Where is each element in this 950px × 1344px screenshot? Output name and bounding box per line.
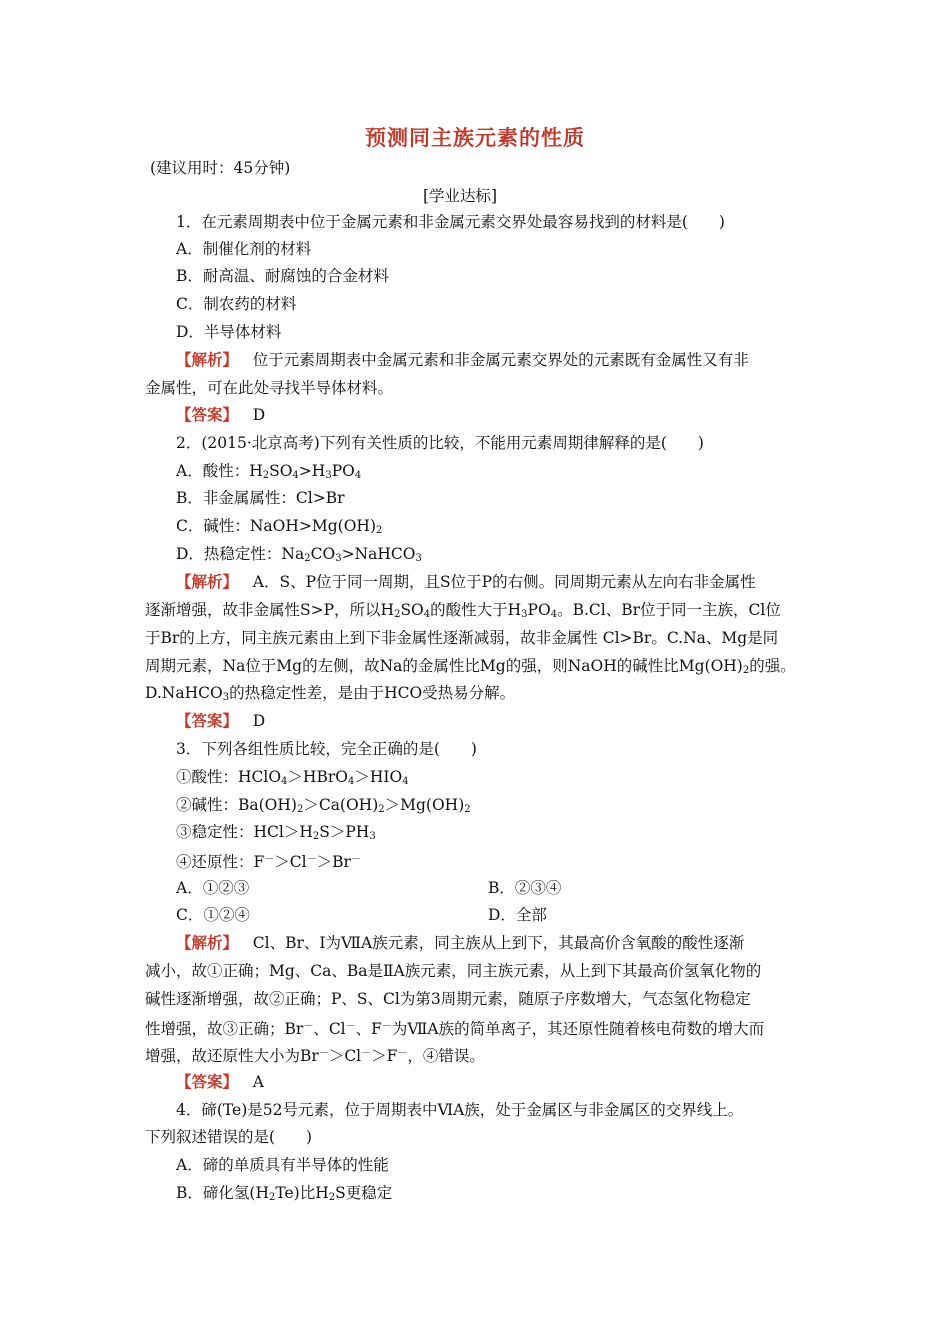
q3-option-b: B．②③④ — [488, 879, 562, 897]
q4-stem-line1: 4．碲(Te)是52号元素，位于周期表中ⅥA族，处于金属区与非金属区的交界线上。 — [176, 1101, 744, 1119]
analysis-tag: 【解析】 — [176, 350, 239, 369]
q3-analysis-line4: 性增强，故③正确；Br－、Cl－、F－为ⅦA族的简单离子，其还原性随着核电荷数的增大而 — [145, 1020, 765, 1038]
q3-answer: 【答案】 A — [176, 1072, 264, 1091]
q1-option-a: A．制催化剂的材料 — [176, 240, 312, 258]
q3-analysis-line5: 增强，故还原性大小为Br－＞Cl－＞F－，④错误。 — [145, 1047, 485, 1065]
q4-stem-line2: 下列叙述错误的是( ) — [145, 1128, 313, 1146]
q4-option-a: A．碲的单质具有半导体的性能 — [176, 1156, 389, 1174]
q2-analysis-line5: D.NaHCO$_3$的热稳定性差，是由于HCO受热易分解。 — [145, 684, 516, 703]
q3-item-3: ③稳定性：$HCl>H_2S>PH_3$ — [176, 823, 376, 842]
q1-option-c: C．制农药的材料 — [176, 295, 297, 313]
q3-analysis-line1: 【解析】 Cl、Br、I为ⅦA族元素，同主族从上到下，其最高价含氧酸的酸性逐渐 — [176, 933, 745, 952]
q2-analysis-line1: 【解析】 A．S、P位于同一周期，且S位于P的右侧。同周期元素从左向右非金属性 — [176, 572, 756, 591]
q3-item-1: ①酸性：$HClO_4>HBrO_4>HIO_4$ — [176, 768, 409, 787]
q1-option-d: D．半导体材料 — [176, 323, 282, 341]
q3-analysis-line2: 减小，故①正确；Mg、Ca、Ba是ⅡA族元素，同主族元素，从上到下其最高价氢氧化物的 — [145, 962, 762, 980]
document-title: 预测同主族元素的性质 — [365, 125, 585, 150]
q2-option-b: B．非金属属性：Cl>Br — [176, 489, 345, 507]
answer-tag: 【答案】 — [176, 405, 239, 424]
q3-option-c: C．①②④ — [176, 906, 250, 924]
q2-option-d: D．热稳定性：$Na_2CO_3>NaHCO_3$ — [176, 545, 422, 564]
q2-analysis-line3: 于Br的上方，同主族元素由上到下非金属性逐渐减弱，故非金属性 Cl>Br。C.Na、Mg是同 — [145, 629, 779, 647]
q3-item-2: ②碱性：$Ba(OH)_2>Ca(OH)_2>Mg(OH)_2$ — [176, 796, 471, 815]
q1-stem: 1．在元素周期表中位于金属元素和非金属元素交界处最容易找到的材料是( ) — [176, 213, 725, 231]
q2-analysis-line2: 逐渐增强，故非金属性S>P，所以$H_2SO_4$的酸性大于$H_3PO_4$。B.Cl、Br位于同一主族，Cl位 — [145, 601, 781, 620]
q2-option-a: A．酸性：$H_2SO_4>H_3PO_4$ — [176, 462, 362, 481]
q2-answer: 【答案】 D — [176, 711, 266, 730]
q3-item-4: ④还原性：F－＞Cl－＞Br－ — [176, 853, 361, 871]
q2-analysis-line4: 周期元素，Na位于Mg的左侧，故Na的金属性比Mg的强，则NaOH的碱性比$Mg(OH)_2$的强。 — [145, 657, 796, 676]
q4-option-b: B．碲化氢$(H_2Te)$比$H_2S$更稳定 — [176, 1184, 393, 1203]
q3-option-a: A．①②③ — [176, 879, 250, 897]
q2-option-c: C．碱性：$NaOH>Mg(OH)_2$ — [176, 517, 383, 536]
q1-answer: 【答案】 D — [176, 405, 266, 424]
q3-stem: 3．下列各组性质比较，完全正确的是( ) — [176, 740, 477, 758]
q1-option-b: B．耐高温、耐腐蚀的合金材料 — [176, 267, 389, 285]
q3-analysis-line3: 碱性逐渐增强，故②正确；P、S、Cl为第3周期元素，随原子序数增大，气态氢化物稳定 — [145, 990, 751, 1008]
q3-option-d: D．全部 — [488, 906, 547, 924]
section-heading: [学业达标] — [423, 187, 498, 205]
q1-analysis-line2: 金属性，可在此处寻找半导体材料。 — [145, 379, 394, 397]
q1-analysis-line1: 【解析】 位于元素周期表中金属元素和非金属元素交界处的元素既有金属性又有非 — [176, 350, 749, 369]
q2-stem: 2．(2015·北京高考)下列有关性质的比较，不能用元素周期律解释的是( ) — [176, 434, 704, 452]
time-note: (建议用时：45分钟) — [150, 159, 291, 177]
